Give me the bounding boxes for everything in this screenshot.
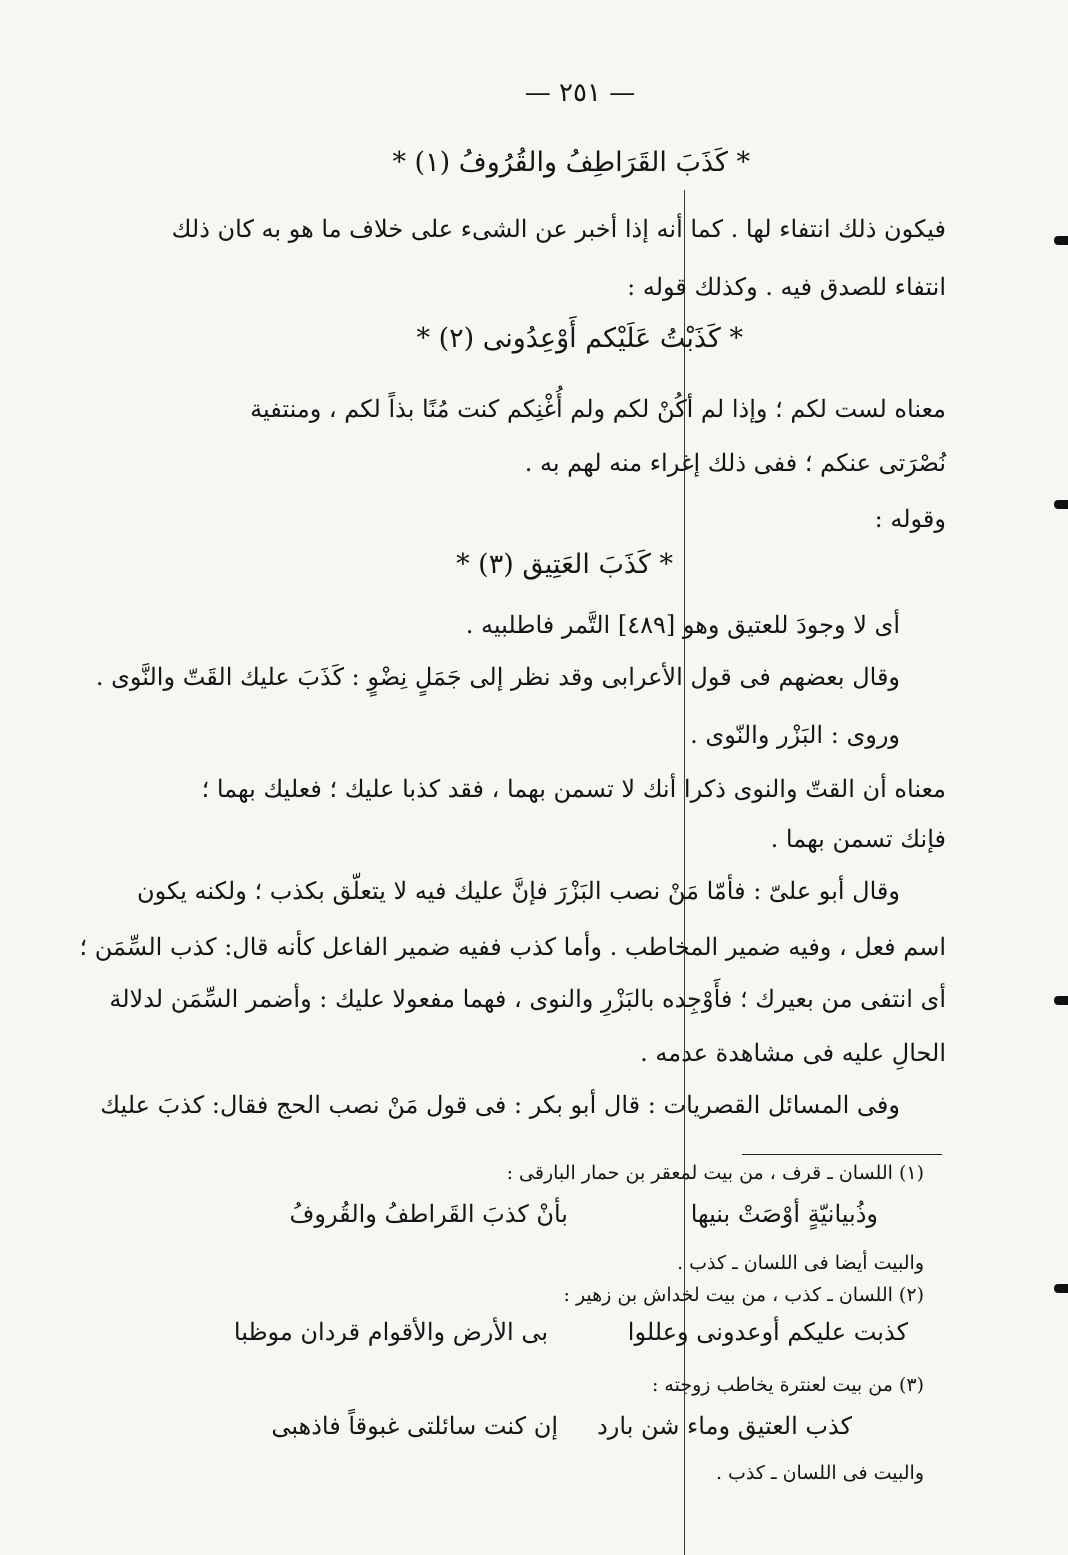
footnote-2: (٢) اللسان ـ كذب ، من بيت لخداش بن زهير : xyxy=(563,1284,924,1306)
paragraph-line: وفى المسائل القصريات : قال أبو بكر : فى قول مَنْ نصب الحج فقال: كذبَ عليك xyxy=(100,1091,900,1119)
paragraph-line: معناه أن القتّ والنوى ذكرا أنك لا تسمن بهما ، فقد كذبا عليك ؛ فعليك بهما ؛ xyxy=(201,775,946,803)
paragraph-line: معناه لست لكم ؛ وإذا لم أكُنْ لكم ولم أُغْنِكم كنت مُنًا بذاً لكم ، ومنتفية xyxy=(250,395,946,423)
paragraph-line: الحالِ عليه فى مشاهدة عدمه . xyxy=(640,1039,946,1067)
paragraph-line: وقوله : xyxy=(874,505,946,533)
footnote-separator xyxy=(742,1154,942,1155)
paragraph-line: وروى : البَزْر والنّوى . xyxy=(690,721,900,749)
verse-3: * كَذَبَ العَتِيق (٣) * xyxy=(456,549,673,580)
paragraph-line: فيكون ذلك انتفاء لها . كما أنه إذا أخبر عن الشىء على خلاف ما هو به كان ذلك xyxy=(171,215,946,243)
paragraph-line: وقال أبو علىّ : فأمّا مَنْ نصب البَزْرَ فإنَّ عليك فيه لا يتعلّق بكذب ؛ ولكنه يكون xyxy=(136,877,900,905)
edge-mark xyxy=(1054,500,1068,509)
paragraph-line: نُصْرَتى عنكم ؛ ففى ذلك إغراء منه لهم به . xyxy=(524,449,946,477)
footnote-3-hemistich-2: إن كنت سائلتى غبوقاً فاذهبى xyxy=(271,1412,558,1440)
paragraph-line: انتفاء للصدق فيه . وكذلك قوله : xyxy=(627,273,946,301)
footnote-3-note: والبيت فى اللسان ـ كذب . xyxy=(715,1462,924,1484)
edge-mark xyxy=(1054,996,1068,1005)
paragraph-line: وقال بعضهم فى قول الأعرابى وقد نظر إلى جَمَلٍ نِضْوٍ : كَذَبَ عليك القَتّ والنَّوى . xyxy=(95,663,900,691)
footnote-1: (١) اللسان ـ قرف ، من بيت لمعقر بن حمار البارقى : xyxy=(506,1162,924,1184)
paragraph-line: اسم فعل ، وفيه ضمير المخاطب . وأما كذب ففيه ضمير الفاعل كأنه قال: كذب السِّمَن ؛ xyxy=(79,933,946,961)
paragraph-line: أى انتفى من بعيرك ؛ فأَوْجِده بالبَزْرِ والنوى ، فهما مفعولا عليك : وأضمر السِّمَن لدلالة xyxy=(109,985,946,1013)
paragraph-line: أى لا وجودَ للعتيق وهو [٤٨٩] التَّمر فاطلبيه . xyxy=(465,611,900,639)
footnote-3: (٣) من بيت لعنترة يخاطب زوجته : xyxy=(651,1374,924,1396)
footnote-1-note: والبيت أيضا فى اللسان ـ كذب . xyxy=(677,1252,924,1274)
footnote-3-hemistich-1: كذب العتيق وماء شن بارد xyxy=(597,1412,852,1440)
footnote-1-hemistich-2: بأنْ كذبَ القَراطفُ والقُروفُ xyxy=(289,1200,568,1228)
edge-mark xyxy=(1054,1284,1068,1293)
paragraph-line: فإنك تسمن بهما . xyxy=(770,825,946,853)
edge-mark xyxy=(1054,236,1068,245)
footnote-2-hemistich-1: كذبت عليكم أوعدونى وعللوا xyxy=(627,1318,908,1346)
footnote-1-hemistich-1: وذُبيانيّةٍ أوْصَتْ بنيها xyxy=(690,1200,878,1228)
verse-2: * كَذَبْتُ عَلَيْكم أَوْعِدُونى (٢) * xyxy=(416,323,743,354)
footnote-2-hemistich-2: بى الأرض والأقوام قردان موظبا xyxy=(233,1318,548,1346)
verse-1: * كَذَبَ القَرَاطِفُ والقُرُوفُ (١) * xyxy=(392,147,750,178)
page-number: — ٢٥١ — xyxy=(524,78,636,108)
